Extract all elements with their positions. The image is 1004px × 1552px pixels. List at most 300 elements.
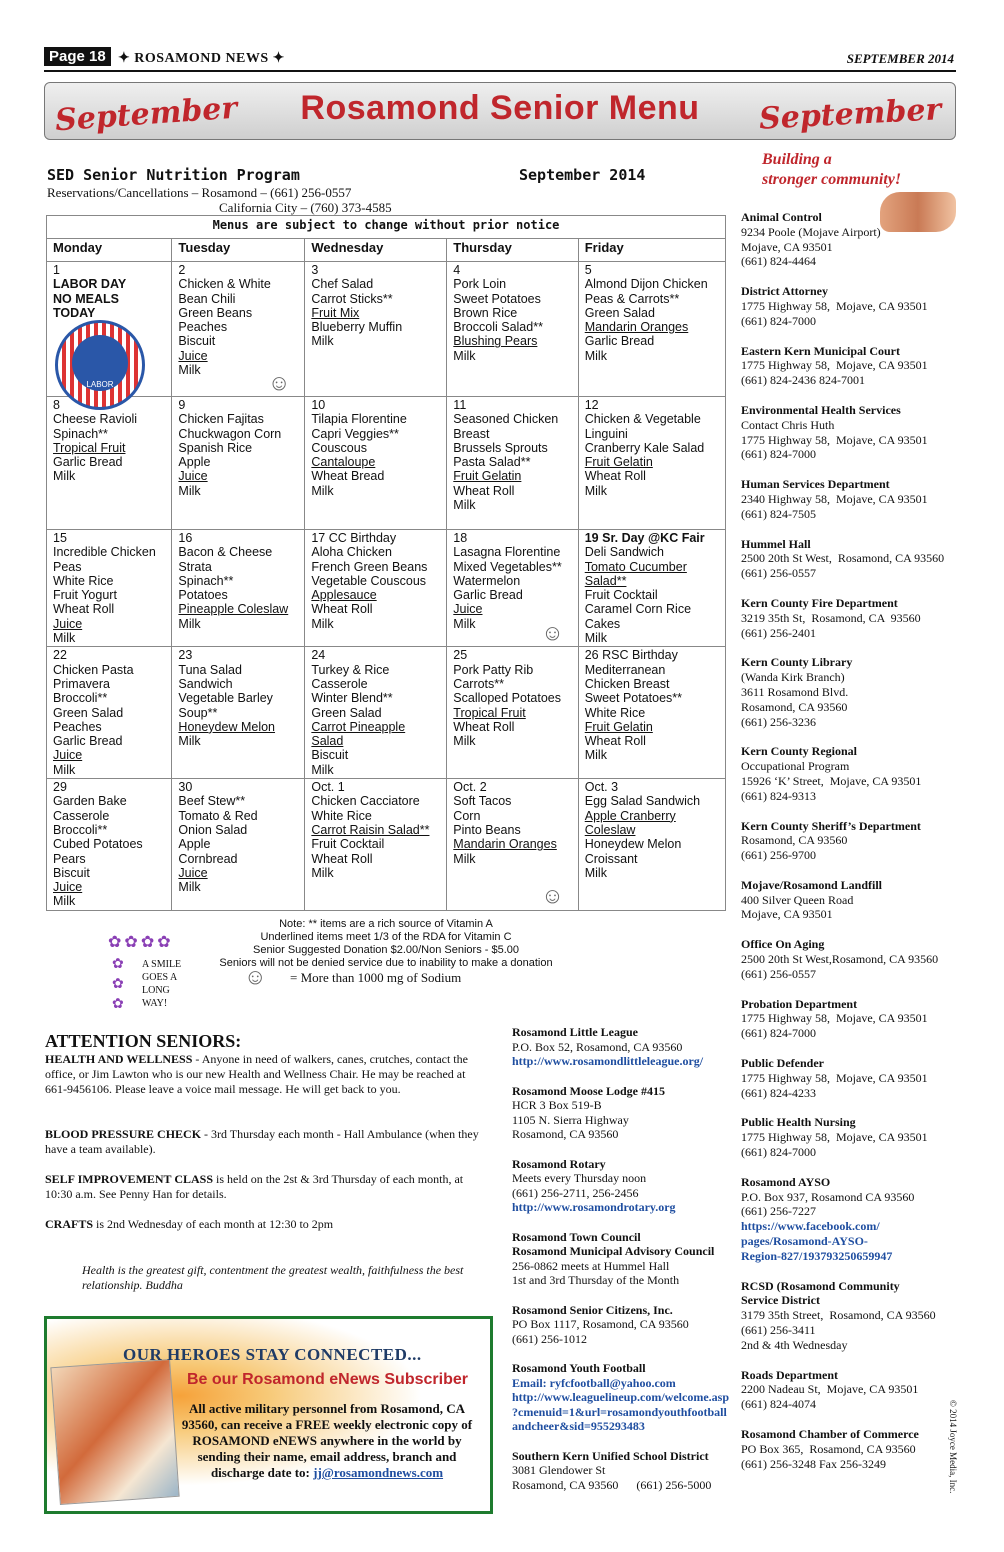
directory-entry [512, 1084, 737, 1142]
entry-line: 1775 Highway 58, Mojave, CA 93501 [741, 358, 928, 373]
entry-line: (Wanda Kirk Branch) [741, 670, 845, 685]
menu-week-row [47, 397, 726, 530]
menu-item: Casserole [53, 808, 110, 823]
menu-day-cell [447, 530, 578, 647]
entry-line: 3219 35th St, Rosamond, CA 93560 [741, 610, 921, 625]
menu-item: Juice [178, 469, 208, 484]
menu-notice: Menus are subject to change without prior notice [47, 216, 726, 239]
menu-week-row [47, 262, 726, 397]
entry-line: (661) 256-1012 [512, 1331, 587, 1346]
menu-item: Milk [178, 363, 201, 378]
day-header: Tuesday [172, 239, 305, 262]
menu-item: Chicken Breast [584, 676, 670, 691]
flower-garland-icon: ✿✿✿✿ [108, 934, 174, 951]
menu-item: Turkey & Rice [311, 662, 390, 677]
menu-item: Lasagna Florentine [453, 545, 561, 560]
entry-line: (661) 824-4074 [741, 1397, 816, 1412]
community-list-middle [512, 1025, 737, 1507]
menu-item: Milk [311, 762, 334, 777]
flower-stem-icon: ✿ ✿ ✿ [112, 957, 124, 1012]
menu-item: Milk [453, 734, 476, 749]
menu-item: Spinach** [53, 426, 108, 441]
health-wellness-head: HEALTH AND WELLNESS [45, 1052, 193, 1066]
menu-date: 8 [53, 398, 60, 412]
self-improvement-paragraph [45, 1172, 485, 1202]
menu-item: Egg Salad Sandwich [584, 794, 701, 809]
entry-link[interactable]: https://www.facebook.com/ [741, 1219, 880, 1234]
directory-entry [741, 284, 961, 328]
entry-name: Probation Department [741, 996, 858, 1011]
menu-item: Carrot Sticks** [311, 291, 393, 306]
entry-link[interactable]: http://www.rosamondrotary.org [512, 1200, 676, 1214]
directory-entry [512, 1025, 737, 1069]
menu-date: 23 [178, 648, 193, 663]
entry-name: Public Health Nursing [741, 1115, 856, 1130]
crafts-paragraph [45, 1217, 485, 1232]
entry-line: (661) 824-7505 [741, 506, 816, 521]
blood-pressure-paragraph [45, 1127, 485, 1157]
entry-name: Office On Aging [741, 937, 825, 952]
menu-item: Vegetable Barley [178, 691, 273, 706]
menu-item: Applesauce [311, 588, 377, 603]
entry-line: Rosamond, CA 93560 [512, 1127, 619, 1141]
menu-item: Scalloped Potatoes [453, 691, 562, 706]
directory-entry [512, 1449, 737, 1493]
crafts-head: CRAFTS [45, 1217, 94, 1231]
menu-item: Garden Bake [53, 794, 127, 809]
menu-item: Mediterranean [584, 662, 666, 677]
blood-pressure-head: BLOOD PRESSURE CHECK [45, 1127, 202, 1141]
entry-line: 1775 Highway 58, Mojave, CA 93501 [741, 298, 928, 313]
entry-name: Roads Department [741, 1367, 838, 1382]
entry-name: Kern County Library [741, 655, 853, 670]
menu-item: Juice [53, 748, 83, 763]
entry-link[interactable]: ?cmenuid=1&url=rosamondyouthfootball [512, 1404, 727, 1419]
directory-entry [512, 1303, 737, 1347]
menu-item: Honeydew Melon [584, 837, 682, 852]
menu-item: Apple [178, 455, 211, 470]
menu-day-cell [47, 530, 172, 647]
entry-name: Rosamond Little League [512, 1025, 638, 1039]
menu-item: Capri Veggies** [311, 426, 399, 441]
menu-item: Milk [584, 348, 607, 363]
menu-date: 18 [453, 531, 468, 545]
ad-headline: OUR HEROES STAY CONNECTED... [123, 1345, 422, 1364]
menu-item: Primavera [53, 676, 110, 691]
menu-date: 15 [53, 531, 67, 545]
menu-item: Broccoli** [53, 691, 108, 706]
menu-item: Deli Sandwich [584, 545, 664, 560]
menu-item: Cheese Ravioli [53, 412, 138, 427]
menu-item: Pork Loin [453, 277, 507, 292]
menu-day-cell [47, 397, 172, 530]
menu-item: Carrot Raisin Salad** [311, 822, 430, 837]
page-number: Page 18 [44, 47, 111, 66]
entry-name: Rosamond Rotary [512, 1156, 606, 1171]
entry-link[interactable]: http://www.leaguelineup.com/welcome.asp [512, 1390, 729, 1404]
menu-item: Cantaloupe [311, 455, 376, 470]
menu-item: TODAY [53, 305, 96, 320]
sodium-icon: ☺ [541, 883, 564, 909]
banner-script-left: September [54, 90, 239, 139]
menu-item: Aloha Chicken [311, 545, 392, 560]
menu-item: Linguini [584, 426, 628, 441]
menu-item: Incredible Chicken [53, 545, 156, 560]
menu-day-cell [578, 530, 725, 647]
menu-item: Green Salad [584, 305, 655, 320]
health-wellness-text: - Anyone in need of walkers, canes, crutches, contact the office, or Jim Lawton who is our new Health and Wellness Chair. He may be reached at 661-9456106. Please leave a voice mail message. He will get back to you. [45, 1052, 468, 1096]
entry-line: (661) 256-9700 [741, 848, 816, 863]
menu-item: Pasta Salad** [453, 455, 531, 470]
menu-date: 26 RSC Birthday [584, 648, 678, 663]
entry-name: Rosamond Moose Lodge #415 [512, 1083, 666, 1098]
menu-item: Wheat Roll [584, 734, 646, 749]
entry-line: (661) 256-3248 Fax 256-3249 [741, 1456, 886, 1471]
menu-item: Winter Blend** [311, 691, 393, 706]
menu-item: Peas [53, 559, 82, 574]
directory-entry [512, 1157, 737, 1215]
entry-name: Public Defender [741, 1056, 824, 1071]
menu-item: Milk [584, 483, 607, 498]
issue-date: SEPTEMBER 2014 [846, 51, 954, 66]
menu-item: Fruit Gelatin [584, 455, 653, 470]
menu-item: White Rice [53, 573, 114, 588]
entry-line: 3081 Glendower St [512, 1463, 606, 1477]
entry-line: 2500 20th St West,Rosamond, CA 93560 [741, 952, 939, 967]
menu-item: Apple Cranberry [584, 808, 676, 823]
entry-line: (661) 824-7000 [741, 1026, 816, 1041]
ad-body-text: All active military personnel from Rosamond, CA 93560, can receive a FREE weekly electronic copy of ROSAMOND eNEWS anywhere in the world by sending their name, email address, branch and discharge date to: [181, 1401, 473, 1480]
menu-date: 19 Sr. Day @KC Fair [584, 531, 705, 545]
directory-entry [741, 1279, 961, 1353]
menu-item: Broccoli** [53, 822, 108, 837]
menu-week-row [47, 530, 726, 647]
menu-date: 10 [311, 398, 326, 412]
sodium-icon: ☺ [541, 620, 564, 646]
menu-item: Wheat Roll [53, 602, 115, 617]
community-list-right [741, 210, 961, 1486]
menu-item: Fruit Gelatin [584, 719, 653, 734]
menu-item: Milk [584, 748, 607, 763]
directory-entry [512, 1230, 737, 1288]
note-donation: Senior Suggested Donation $2.00/Non Seniors - $5.00 [252, 944, 519, 956]
entry-line: P.O. Box 52, Rosamond, CA 93560 [512, 1039, 683, 1054]
menu-item: Bean Chili [178, 291, 236, 306]
entry-line: (661) 824-9313 [741, 788, 816, 803]
menu-item: Cornbread [178, 851, 238, 866]
menu-item: White Rice [584, 705, 646, 720]
menu-day-cell [172, 262, 305, 397]
menu-day-cell [578, 397, 725, 530]
menu-item: Wheat Bread [311, 469, 385, 484]
menu-item: Pineapple Coleslaw [178, 602, 289, 617]
menu-item: Sweet Potatoes** [584, 691, 683, 706]
menu-item: Tilapia Florentine [311, 412, 407, 427]
entry-line: Contact Chris Huth [741, 417, 835, 432]
entry-line: 1775 Highway 58, Mojave, CA 93501 [741, 1070, 928, 1085]
entry-line: 3611 Rosamond Blvd. [741, 684, 849, 699]
entry-line: (661) 256-2711, 256-2456 [512, 1185, 639, 1200]
entry-line: 2340 Highway 58, Mojave, CA 93501 [741, 491, 928, 506]
entry-line: HCR 3 Box 519-B [512, 1098, 602, 1112]
menu-item: Milk [311, 865, 334, 880]
directory-entry [741, 344, 961, 388]
entry-line: (661) 256-0557 [741, 966, 816, 981]
menu-day-cell [305, 530, 447, 647]
smile-line: LONG [142, 985, 170, 996]
menu-item: Chicken & White [178, 277, 271, 292]
entry-line: (661) 824-7000 [741, 1145, 816, 1160]
menu-item: Sweet Potatoes [453, 291, 541, 306]
day-header: Monday [47, 239, 172, 262]
menu-item: Strata [178, 559, 212, 574]
entry-name-2: Service District [741, 1293, 820, 1308]
menu-item: Mandarin Oranges [584, 320, 689, 335]
directory-entry [741, 477, 961, 521]
smile-caption [142, 958, 181, 1010]
entry-name: Rosamond Chamber of Commerce [741, 1427, 919, 1441]
entry-line: (661) 824-7000 [741, 313, 816, 328]
entry-line: 1775 Highway 58, Mojave, CA 93501 [741, 432, 928, 447]
entry-line: 9234 Poole (Mojave Airport) [741, 224, 881, 239]
directory-entry [741, 655, 961, 729]
menu-day-cell [447, 262, 578, 397]
attention-title: ATTENTION SENIORS: [45, 1031, 242, 1051]
menu-item: Tropical Fruit [53, 440, 126, 455]
menu-day-cell [305, 779, 447, 911]
menu-item: Tuna Salad [178, 662, 242, 677]
menu-item: Carrot Pineapple [311, 719, 406, 734]
menu-day-cell [447, 397, 578, 530]
menu-day-cell [47, 647, 172, 779]
menu-item: Mandarin Oranges [453, 837, 557, 852]
ad-subheadline: Be our Rosamond eNews Subscriber [187, 1371, 468, 1388]
entry-name: Rosamond Senior Citizens, Inc. [512, 1302, 673, 1317]
menu-item: Pinto Beans [453, 822, 521, 837]
menu-date: 29 [53, 780, 67, 795]
directory-entry [741, 997, 961, 1041]
directory-entry [741, 537, 961, 581]
menu-date: 30 [178, 780, 193, 795]
smile-line: GOES A [142, 972, 178, 983]
menu-item: Chuckwagon Corn [178, 426, 282, 441]
menu-item: Green Salad [53, 705, 124, 720]
menu-date: 25 [453, 648, 468, 663]
menu-item: Spanish Rice [178, 440, 253, 455]
entry-line: 3179 35th Street, Rosamond, CA 93560 [741, 1308, 936, 1323]
entry-line: 1105 N. Sierra Highway [512, 1112, 629, 1127]
newspaper-thumbnail-icon [50, 1359, 179, 1505]
entry-name: Mojave/Rosamond Landfill [741, 877, 883, 892]
menu-item: Fruit Gelatin [453, 469, 522, 484]
menu-item: Milk [53, 631, 76, 646]
entry-link[interactable]: http://www.rosamondlittleleague.org/ [512, 1054, 704, 1068]
menu-date: 22 [53, 648, 67, 663]
entry-line: 2nd & 4th Wednesday [741, 1337, 848, 1352]
ad-email-link[interactable]: jj@rosamondnews.com [313, 1465, 444, 1480]
menu-day-cell [47, 779, 172, 911]
entry-name: District Attorney [741, 284, 828, 299]
entry-link[interactable]: pages/Rosamond-AYSO- [741, 1234, 868, 1249]
tagline [762, 150, 901, 190]
menu-item: Sandwich [178, 676, 233, 691]
entry-name: Eastern Kern Municipal Court [741, 343, 900, 358]
menu-date: 4 [453, 263, 461, 277]
entry-line: Occupational Program [741, 759, 850, 774]
menu-item: Milk [584, 631, 607, 646]
directory-entry [741, 1115, 961, 1159]
enews-ad [44, 1316, 493, 1514]
menu-item: Beef Stew** [178, 794, 246, 809]
tagline-line: stronger community! [762, 171, 902, 188]
directory-entry [741, 1056, 961, 1100]
menu-item: Fruit Cocktail [311, 837, 385, 852]
sodium-note: = More than 1000 mg of Sodium [290, 970, 462, 985]
entry-line: 256-0862 meets at Hummel Hall [512, 1258, 670, 1273]
menu-item: Onion Salad [178, 822, 248, 837]
reservations-line-2: California City – (760) 373-4585 [219, 200, 392, 215]
menu-item: Cranberry Kale Salad [584, 440, 705, 455]
menu-item: Juice [53, 616, 83, 631]
entry-link[interactable]: andcheer&sid=955293483 [512, 1419, 645, 1433]
entry-line: (661) 256-0557 [741, 566, 816, 581]
entry-name-2: Rosamond Municipal Advisory Council [512, 1244, 715, 1258]
menu-item: Cubed Potatoes [53, 837, 143, 852]
menu-item: Fruit Yogurt [53, 588, 117, 603]
menu-item: Spinach** [178, 573, 234, 588]
menu-item: Chef Salad [311, 277, 374, 292]
menu-item: Juice [453, 602, 483, 617]
entry-line: P.O. Box 937, Rosamond CA 93560 [741, 1189, 915, 1204]
day-header: Friday [578, 239, 725, 262]
menu-date: 1 [53, 263, 60, 277]
menu-day-cell [578, 779, 725, 911]
menu-item: Apple [178, 837, 211, 852]
menu-item: Carrots** [453, 676, 505, 691]
directory-entry [741, 210, 961, 269]
menu-table [46, 215, 726, 911]
menu-item: Brussels Sprouts [453, 440, 548, 455]
menu-day-cell [172, 647, 305, 779]
note-vitamin-c: Underlined items meet 1/3 of the RDA for Vitamin C [260, 931, 512, 943]
directory-entry [741, 596, 961, 640]
menu-item: Fruit Mix [311, 305, 360, 320]
menu-item: Milk [311, 334, 334, 349]
entry-line: (661) 256-3236 [741, 714, 816, 729]
directory-entry [741, 1175, 961, 1264]
entry-name: RCSD (Rosamond Community [741, 1278, 900, 1293]
menu-item: Pears [53, 851, 86, 866]
ad-body [177, 1401, 477, 1481]
menu-item: Green Salad [311, 705, 382, 720]
directory-entry [741, 403, 961, 462]
entry-line: (661) 824-4464 [741, 254, 816, 269]
menu-item: Milk [178, 734, 201, 749]
program-month: September 2014 [519, 166, 646, 184]
menu-item: Caramel Corn Rice [584, 602, 692, 617]
menu-item: Milk [584, 865, 607, 880]
entry-name: Kern County Sheriff’s Department [741, 818, 921, 833]
entry-name: Kern County Fire Department [741, 595, 898, 610]
blood-pressure-text: - 3rd Thursday each month - Hall Ambulance (when they have a team available). [45, 1127, 479, 1156]
menu-item: Garlic Bread [53, 455, 123, 470]
entry-line: (661) 256-3411 [741, 1323, 816, 1338]
menu-item: Chicken & Vegetable [584, 412, 701, 427]
menu-date: 12 [584, 398, 599, 412]
entry-name: Environmental Health Services [741, 402, 901, 417]
directory-entry [741, 819, 961, 863]
menu-date: 9 [178, 398, 186, 412]
smile-line: A SMILE [142, 959, 182, 970]
sodium-icon: ☺ [244, 964, 267, 989]
menu-date: Oct. 2 [453, 780, 487, 795]
menu-item: Tropical Fruit [453, 705, 526, 720]
entry-line: (661) 824-2436 824-7001 [741, 373, 865, 388]
day-header: Wednesday [305, 239, 447, 262]
menu-day-cell [447, 647, 578, 779]
crafts-text: is 2nd Wednesday of each month at 12:30 to 2pm [93, 1217, 334, 1231]
menu-item: Tomato & Red [178, 808, 258, 823]
menu-item: Milk [453, 851, 476, 866]
day-header: Thursday [447, 239, 578, 262]
self-improvement-head: SELF IMPROVEMENT CLASS [45, 1172, 214, 1186]
menu-item: Garlic Bread [53, 734, 123, 749]
entry-line: PO Box 365, Rosamond, CA 93560 [741, 1441, 916, 1456]
entry-line: 2200 Nadeau St, Mojave, CA 93501 [741, 1382, 919, 1397]
publication-name: ✦ ROSAMOND NEWS ✦ [118, 51, 285, 66]
menu-item: Fruit Cocktail [584, 588, 658, 603]
menu-date: 3 [311, 263, 319, 277]
menu-item: Almond Dijon Chicken [584, 277, 708, 292]
menu-item: Wheat Roll [453, 719, 515, 734]
entry-link[interactable]: Email: ryfcfootball@yahoo.com [512, 1375, 676, 1390]
menu-day-cell [172, 397, 305, 530]
menu-item: Peaches [53, 719, 102, 734]
directory-entry [741, 937, 961, 981]
menu-item: Milk [178, 880, 201, 895]
entry-line: 1st and 3rd Thursday of the Month [512, 1273, 680, 1287]
directory-entry [741, 1368, 961, 1412]
menu-date: 2 [178, 263, 186, 277]
menu-item: Corn [453, 808, 481, 823]
menu-item: Blueberry Muffin [311, 320, 403, 335]
menu-week-row [47, 647, 726, 779]
menu-item: Milk [453, 498, 476, 513]
directory-entry [512, 1361, 737, 1434]
menu-item: Honeydew Melon [178, 719, 276, 734]
entry-link[interactable]: Region-827/193793250659947 [741, 1248, 893, 1263]
menu-item: Wheat Roll [584, 469, 646, 484]
menu-item: Biscuit [311, 748, 349, 763]
menu-banner [44, 82, 956, 140]
menu-item: Cakes [584, 616, 621, 631]
menu-date: 16 [178, 531, 193, 545]
buddha-quote: Health is the greatest gift, contentment the greatest wealth, faithfulness the best relationship. Buddha [82, 1263, 464, 1292]
menu-item: Milk [311, 483, 334, 498]
menu-day-cell [578, 647, 725, 779]
menu-item: Couscous [311, 440, 367, 455]
menu-item: Garlic Bread [453, 588, 523, 603]
entry-name: Human Services Department [741, 477, 890, 492]
menu-item: Chicken Fajitas [178, 412, 264, 427]
entry-name: Rosamond AYSO [741, 1174, 831, 1189]
note-vitamin-a: Note: ** items are a rich source of Vitamin A [279, 918, 493, 930]
menu-item: Vegetable Couscous [311, 573, 427, 588]
entry-name: Rosamond Youth Football [512, 1361, 646, 1375]
menu-item: Blushing Pears [453, 334, 538, 349]
menu-item: Peaches [178, 320, 228, 335]
entry-line: 1775 Highway 58, Mojave, CA 93501 [741, 1130, 928, 1145]
